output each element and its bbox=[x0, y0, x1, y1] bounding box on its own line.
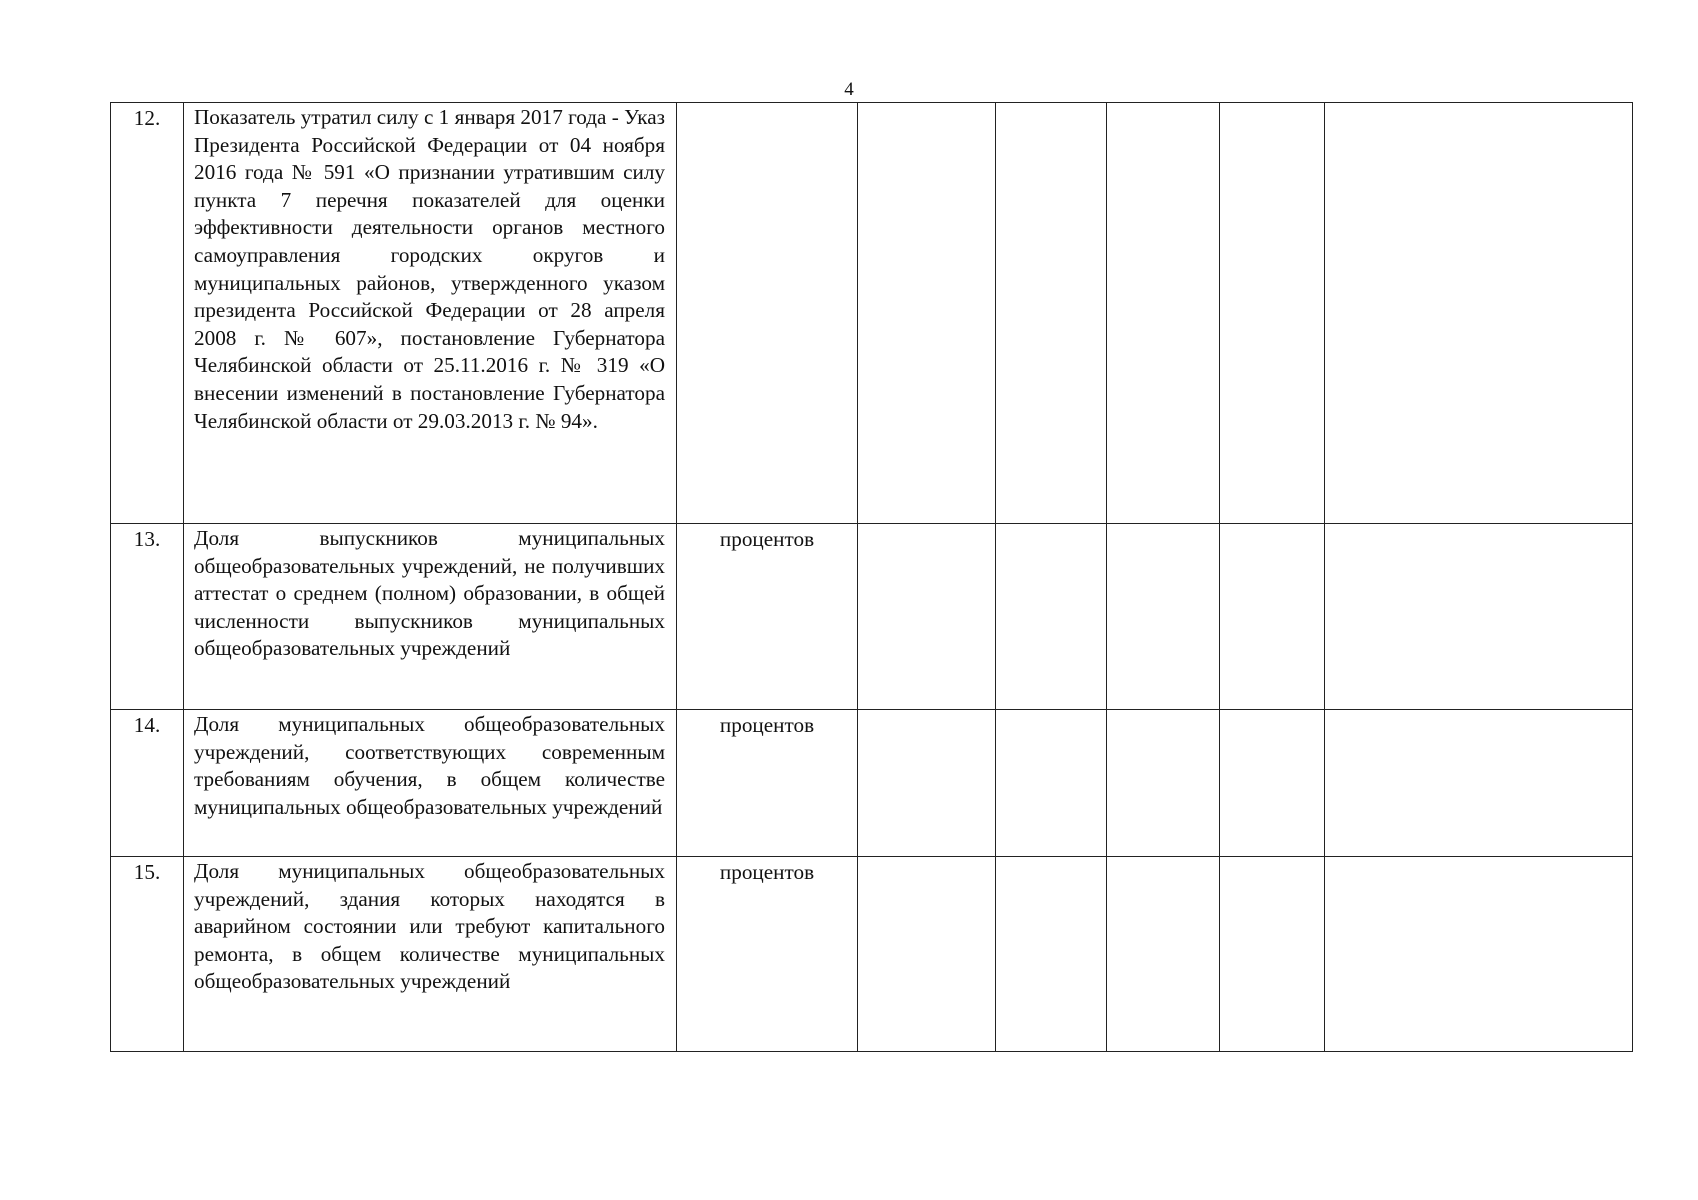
value-cell bbox=[858, 710, 996, 857]
value-cell bbox=[1220, 857, 1325, 1052]
notes-cell bbox=[1325, 710, 1633, 857]
table-row bbox=[111, 103, 1633, 524]
notes-cell bbox=[1325, 103, 1633, 524]
value-cell bbox=[996, 524, 1107, 710]
value-cell bbox=[996, 710, 1107, 857]
value-cell bbox=[858, 524, 996, 710]
unit-cell bbox=[677, 103, 858, 524]
value-cell bbox=[1220, 103, 1325, 524]
value-cell bbox=[1220, 524, 1325, 710]
notes-cell bbox=[1325, 857, 1633, 1052]
unit-cell: процентов bbox=[677, 857, 858, 1052]
value-cell bbox=[1107, 103, 1220, 524]
notes-cell bbox=[1325, 524, 1633, 710]
table-row bbox=[111, 524, 1633, 710]
table-row bbox=[111, 857, 1633, 1052]
indicator-description: Доля муниципальных общеобразовательных учреждений, здания которых находятся в аварийном состоянии или требуют капитального ремонта, в общем количестве муниципальных общеобразовательных учреждений bbox=[184, 857, 677, 1052]
row-number: 15. bbox=[111, 857, 184, 1052]
value-cell bbox=[858, 857, 996, 1052]
value-cell bbox=[996, 857, 1107, 1052]
value-cell bbox=[996, 103, 1107, 524]
table-row bbox=[111, 710, 1633, 857]
value-cell bbox=[858, 103, 996, 524]
value-cell bbox=[1107, 857, 1220, 1052]
indicator-description: Доля выпускников муниципальных общеобразовательных учреждений, не получивших аттестат о среднем (полном) образовании, в общей численности выпускников муниципальных общеобразовательных учреждений bbox=[184, 524, 677, 710]
value-cell bbox=[1220, 710, 1325, 857]
unit-cell: процентов bbox=[677, 710, 858, 857]
value-cell bbox=[1107, 710, 1220, 857]
row-number: 13. bbox=[111, 524, 184, 710]
indicator-description: Доля муниципальных общеобразовательных учреждений, соответствующих современным требованиям обучения, в общем количестве муниципальных общеобразовательных учреждений bbox=[184, 710, 677, 857]
value-cell bbox=[1107, 524, 1220, 710]
row-number: 12. bbox=[111, 103, 184, 524]
page-number: 4 bbox=[844, 79, 854, 100]
indicators-table bbox=[110, 102, 1633, 1052]
unit-cell: процентов bbox=[677, 524, 858, 710]
row-number: 14. bbox=[111, 710, 184, 857]
indicator-description: Показатель утратил силу с 1 января 2017 года - Указ Президента Российской Федерации от 04 ноября 2016 года № 591 «О признании утратившим силу пункта 7 перечня показателей для оценки эффективности деятельности органов местного самоуправления городских округов и муниципальных районов, утвержденного указом президента Российской Федерации от 28 апреля 2008 г. № 607», постановление Губернатора Челябинской области от 25.11.2016 г. № 319 «О внесении изменений в постановление Губернатора Челябинской области от 29.03.2013 г. № 94». bbox=[184, 103, 677, 524]
